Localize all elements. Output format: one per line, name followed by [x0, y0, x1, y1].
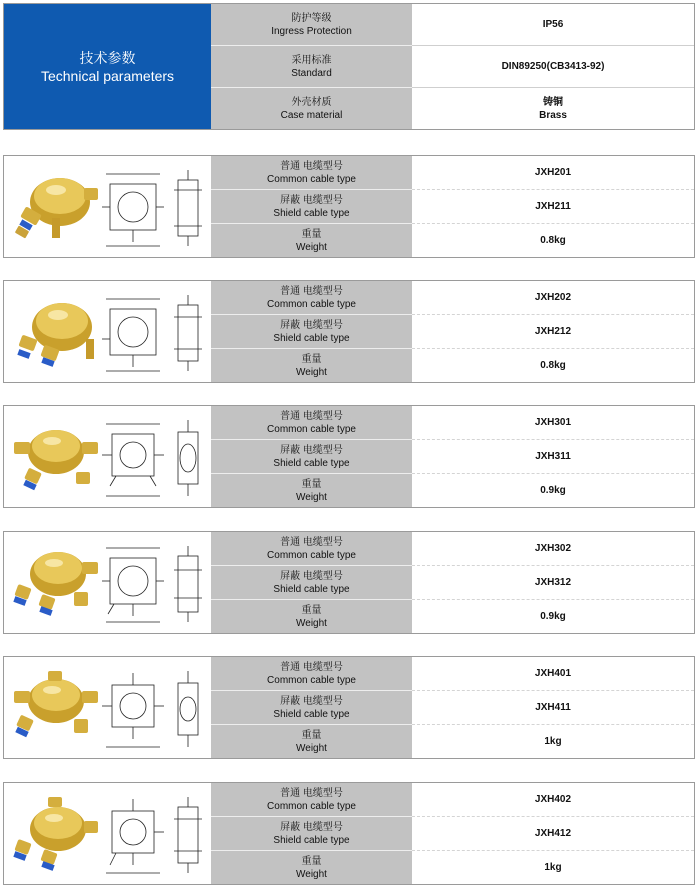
- ingress-protection-value: [412, 4, 694, 46]
- case-material-label: [211, 88, 412, 129]
- common-cable-type-label: [211, 156, 412, 190]
- label-cn: 屏蔽 电缆型号: [280, 444, 343, 456]
- front-view-drawing: [102, 665, 164, 751]
- common-cable-type-value: [412, 532, 694, 566]
- standard-label: [211, 46, 412, 88]
- product-labels-column: [211, 406, 412, 507]
- label-cn: 重量: [301, 228, 322, 240]
- label-cn: 屏蔽 电缆型号: [280, 821, 343, 833]
- shield-cable-type-value: [412, 440, 694, 474]
- front-view-drawing: [102, 414, 164, 500]
- shield-cable-type-label: [211, 190, 412, 224]
- common-cable-type-value: [412, 783, 694, 817]
- product-row: [3, 155, 695, 258]
- label-cn: 采用标准: [291, 54, 332, 66]
- product-values-column: [412, 281, 694, 382]
- product-values-column: [412, 156, 694, 257]
- value: JXH211: [535, 201, 571, 212]
- product-images: [4, 657, 211, 758]
- product-labels-column: [211, 281, 412, 382]
- label-cn: 普通 电缆型号: [280, 285, 343, 297]
- common-cable-type-value: [412, 406, 694, 440]
- weight-label: [211, 725, 412, 758]
- product-images: [4, 532, 211, 633]
- label-en: Weight: [296, 617, 327, 629]
- common-cable-type-label: [211, 406, 412, 440]
- product-labels-column: [211, 783, 412, 884]
- weight-label: [211, 474, 412, 507]
- shield-cable-type-value: [412, 190, 694, 224]
- label-en: Ingress Protection: [271, 25, 352, 37]
- junction-box-photo: [12, 667, 100, 749]
- side-view-drawing: [170, 295, 206, 371]
- value: JXH411: [535, 702, 571, 713]
- value: 0.8kg: [540, 235, 566, 246]
- product-values-column: [412, 532, 694, 633]
- label-en: Common cable type: [267, 173, 356, 185]
- value: JXH201: [534, 167, 572, 178]
- value: JXH312: [534, 577, 572, 588]
- product-values-column: [412, 406, 694, 507]
- product-images: [4, 281, 211, 382]
- label-cn: 普通 电缆型号: [280, 787, 343, 799]
- label-cn: 重量: [301, 478, 322, 490]
- product-row: [3, 782, 695, 885]
- junction-box-photo: [12, 291, 100, 373]
- product-row: [3, 405, 695, 508]
- label-en: Common cable type: [267, 674, 356, 686]
- common-cable-type-label: [211, 532, 412, 566]
- shield-cable-type-value: [412, 691, 694, 725]
- value: 0.8kg: [540, 360, 566, 371]
- junction-box-photo: [12, 166, 100, 248]
- value: JXH412: [534, 828, 572, 839]
- shield-cable-type-value: [412, 817, 694, 851]
- case-material-value: [412, 88, 694, 129]
- product-row: [3, 280, 695, 383]
- label-en: Weight: [296, 742, 327, 754]
- shield-cable-type-label: [211, 315, 412, 349]
- weight-value: [412, 725, 694, 758]
- weight-label: [211, 349, 412, 382]
- label-en: Weight: [296, 241, 327, 253]
- junction-box-photo: [12, 542, 100, 624]
- label-en: Standard: [291, 67, 332, 79]
- weight-value: [412, 349, 694, 382]
- front-view-drawing: [102, 164, 164, 250]
- value: JXH311: [535, 451, 571, 462]
- shield-cable-type-label: [211, 440, 412, 474]
- weight-value: [412, 600, 694, 633]
- label-en: Shield cable type: [273, 332, 350, 344]
- product-labels-column: [211, 657, 412, 758]
- common-cable-type-label: [211, 783, 412, 817]
- label-cn: 重量: [301, 855, 322, 867]
- product-values-column: [412, 657, 694, 758]
- side-view-drawing: [170, 671, 206, 747]
- value-cn: 铸铜: [543, 96, 563, 108]
- common-cable-type-label: [211, 281, 412, 315]
- product-labels-column: [211, 532, 412, 633]
- label-cn: 防护等级: [291, 12, 332, 24]
- value: DIN89250(CB3413-92): [501, 61, 605, 72]
- front-view-drawing: [102, 289, 164, 375]
- common-cable-type-value: [412, 281, 694, 315]
- junction-box-photo: [12, 416, 100, 498]
- label-en: Shield cable type: [273, 834, 350, 846]
- value: JXH302: [534, 543, 572, 554]
- label-cn: 普通 电缆型号: [280, 536, 343, 548]
- junction-box-photo: [12, 793, 100, 875]
- shield-cable-type-value: [412, 566, 694, 600]
- label-en: Weight: [296, 366, 327, 378]
- front-view-drawing: [102, 540, 164, 626]
- side-view-drawing: [170, 420, 206, 496]
- value: IP56: [542, 19, 564, 30]
- value: 0.9kg: [540, 485, 566, 496]
- label-cn: 普通 电缆型号: [280, 661, 343, 673]
- value: JXH202: [534, 292, 572, 303]
- title-cn: 技术参数: [79, 49, 136, 66]
- label-en: Shield cable type: [273, 708, 350, 720]
- product-row: [3, 656, 695, 759]
- standard-value: [412, 46, 694, 88]
- weight-label: [211, 851, 412, 884]
- product-images: [4, 783, 211, 884]
- common-cable-type-label: [211, 657, 412, 691]
- product-images: [4, 156, 211, 257]
- weight-value: [412, 851, 694, 884]
- side-view-drawing: [170, 797, 206, 873]
- label-en: Weight: [296, 491, 327, 503]
- label-en: Common cable type: [267, 298, 356, 310]
- label-cn: 屏蔽 电缆型号: [280, 695, 343, 707]
- product-values-column: [412, 783, 694, 884]
- technical-parameters-table: [3, 3, 695, 130]
- label-cn: 重量: [301, 604, 322, 616]
- technical-parameters-title: [4, 4, 211, 129]
- weight-label: [211, 224, 412, 257]
- value: 1kg: [544, 736, 562, 747]
- label-en: Common cable type: [267, 423, 356, 435]
- label-en: Weight: [296, 868, 327, 880]
- label-cn: 普通 电缆型号: [280, 160, 343, 172]
- label-cn: 普通 电缆型号: [280, 410, 343, 422]
- weight-value: [412, 474, 694, 507]
- label-en: Shield cable type: [273, 457, 350, 469]
- side-view-drawing: [170, 170, 206, 246]
- value: JXH301: [534, 417, 572, 428]
- label-cn: 外壳材质: [291, 96, 332, 108]
- label-en: Common cable type: [267, 800, 356, 812]
- ingress-protection-label: [211, 4, 412, 46]
- label-cn: 重量: [301, 729, 322, 741]
- side-view-drawing: [170, 546, 206, 622]
- label-cn: 重量: [301, 353, 322, 365]
- title-en: Technical parameters: [40, 67, 175, 84]
- label-cn: 屏蔽 电缆型号: [280, 319, 343, 331]
- label-en: Shield cable type: [273, 207, 350, 219]
- shield-cable-type-label: [211, 817, 412, 851]
- label-cn: 屏蔽 电缆型号: [280, 194, 343, 206]
- label-en: Common cable type: [267, 549, 356, 561]
- value-en: Brass: [539, 109, 567, 121]
- header-values-column: [412, 4, 694, 129]
- label-cn: 屏蔽 电缆型号: [280, 570, 343, 582]
- product-row: [3, 531, 695, 634]
- shield-cable-type-label: [211, 566, 412, 600]
- product-labels-column: [211, 156, 412, 257]
- label-en: Shield cable type: [273, 583, 350, 595]
- label-en: Case material: [280, 109, 343, 121]
- value: JXH401: [534, 668, 572, 679]
- header-labels-column: [211, 4, 412, 129]
- common-cable-type-value: [412, 156, 694, 190]
- value: JXH402: [534, 794, 572, 805]
- product-images: [4, 406, 211, 507]
- value: 1kg: [544, 862, 562, 873]
- shield-cable-type-label: [211, 691, 412, 725]
- weight-value: [412, 224, 694, 257]
- front-view-drawing: [102, 791, 164, 877]
- value: JXH212: [534, 326, 572, 337]
- weight-label: [211, 600, 412, 633]
- shield-cable-type-value: [412, 315, 694, 349]
- common-cable-type-value: [412, 657, 694, 691]
- value: 0.9kg: [540, 611, 566, 622]
